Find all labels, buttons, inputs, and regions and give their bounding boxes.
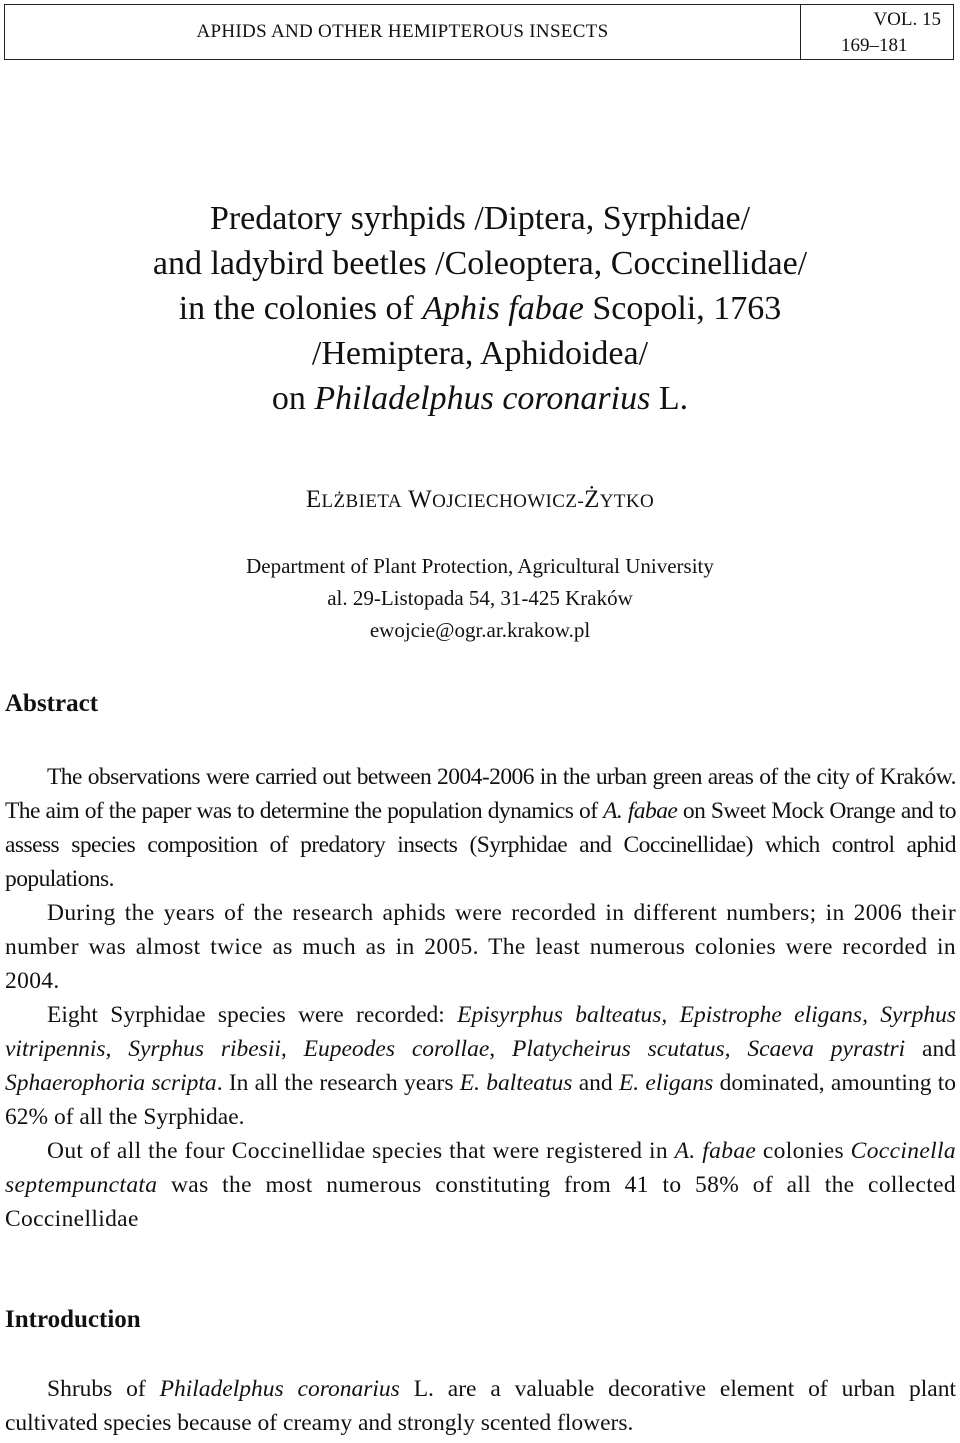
abstract-p3-text-c: and <box>905 1036 956 1062</box>
author-rest-3: YTKO <box>599 491 655 512</box>
title-line-2: and ladybird beetles /Coleoptera, Coccinellidae/ <box>152 245 808 282</box>
introduction-body <box>5 1372 956 1440</box>
author-rest-1: LŻBIETA <box>321 491 402 512</box>
title-line-5 <box>0 376 960 421</box>
title-line-4: /Hemiptera, Aphidoidea/ <box>311 335 649 372</box>
abstract-p3-species-h: E. eligans <box>618 1070 714 1096</box>
abstract-p4-text-a: Out of all the four Coccinellidae species that were registered in <box>47 1138 675 1164</box>
abstract-p3-text-g: and <box>572 1070 619 1096</box>
title-line-3-post: Scopoli, 1763 <box>583 290 782 327</box>
article-title <box>0 196 960 421</box>
abstract-body <box>5 760 956 1236</box>
author-initial-1: E <box>305 486 322 513</box>
volume-number: VOL. 15 <box>873 9 941 30</box>
page-range: 169–181 <box>841 35 908 56</box>
journal-name: APHIDS AND OTHER HEMIPTEROUS INSECTS <box>5 5 801 59</box>
abstract-paragraph-3 <box>5 998 956 1134</box>
abstract-p4-species-d: Coccinella septempunctata <box>5 1138 956 1198</box>
abstract-p4-species: A. fabae <box>674 1138 757 1164</box>
title-line-1: Predatory syrhpids /Diptera, Syrphidae/ <box>209 200 751 237</box>
title-plant-name: Philadelphus coronarius <box>314 380 651 417</box>
abstract-p1-text-a: The observations were carried out between 2004-2006 in the urban green areas of the city of Kraków. The aim of the paper was to determine the population dynamics of <box>5 764 956 824</box>
affiliation-address: al. 29-Listopada 54, 31-425 Kraków <box>327 586 633 610</box>
abstract-p3-species-list: Episyrphus balteatus, Epistrophe eligans, Syrphus vitripennis, Syrphus ribesii, Eupeodes corollae, Platycheirus scutatus, Scaeva pyrastri <box>5 1002 956 1062</box>
title-line-3-pre: in the colonies of <box>178 290 423 327</box>
volume-info <box>801 5 953 59</box>
author-rest-2: OJCIECHOWICZ- <box>432 491 585 512</box>
introduction-paragraph-1 <box>5 1372 956 1440</box>
title-species-name: Aphis fabae <box>422 290 584 327</box>
abstract-p1-text-c: on Sweet Mock Orange and to assess species composition of predatory insects (Syrphidae and Coccinellidae) which control aphid populations. <box>5 798 956 892</box>
intro-p1-text-c: L. are a valuable decorative element of urban plant cultivated species because of creamy and strongly scented flowers. <box>5 1376 956 1436</box>
abstract-p4-text-c: colonies <box>756 1138 851 1164</box>
author-initial-3: Ż <box>584 486 600 513</box>
abstract-p3-text-e: . In all the research years <box>216 1070 460 1096</box>
abstract-p1-species: A. fabae <box>603 798 678 824</box>
title-line-5-post: L. <box>650 380 689 417</box>
title-line-3 <box>0 286 960 331</box>
abstract-heading: Abstract <box>5 690 99 717</box>
introduction-heading: Introduction <box>5 1306 141 1333</box>
abstract-paragraph-1 <box>5 760 956 896</box>
abstract-p3-text-i: dominated, amounting to 62% of all the Syrphidae. <box>5 1070 956 1130</box>
affiliation-department: Department of Plant Protection, Agricultural University <box>246 554 714 578</box>
affiliation-email[interactable]: ewojcie@ogr.ar.krakow.pl <box>369 618 591 642</box>
abstract-p3-species-f: E. balteatus <box>459 1070 573 1096</box>
intro-p1-text-a: Shrubs of <box>47 1376 160 1402</box>
running-header <box>4 4 954 60</box>
author-affiliation <box>0 550 960 646</box>
intro-p1-species: Philadelphus coronarius <box>159 1376 400 1402</box>
abstract-p3-species-last: Sphaerophoria scripta <box>5 1070 217 1096</box>
title-line-5-pre: on <box>271 380 315 417</box>
abstract-paragraph-2: During the years of the research aphids were recorded in different numbers; in 2006 their number was almost twice as much as in 2005. The least numerous colonies were recorded in 2004. <box>5 900 956 994</box>
abstract-paragraph-4 <box>5 1134 956 1236</box>
abstract-p3-text-a: Eight Syrphidae species were recorded: <box>47 1002 458 1028</box>
abstract-p4-text-e: was the most numerous constituting from 41 to 58% of all the collected Coccinellidae <box>5 1172 956 1232</box>
author-name <box>0 486 960 514</box>
author-initial-2: W <box>408 486 433 513</box>
